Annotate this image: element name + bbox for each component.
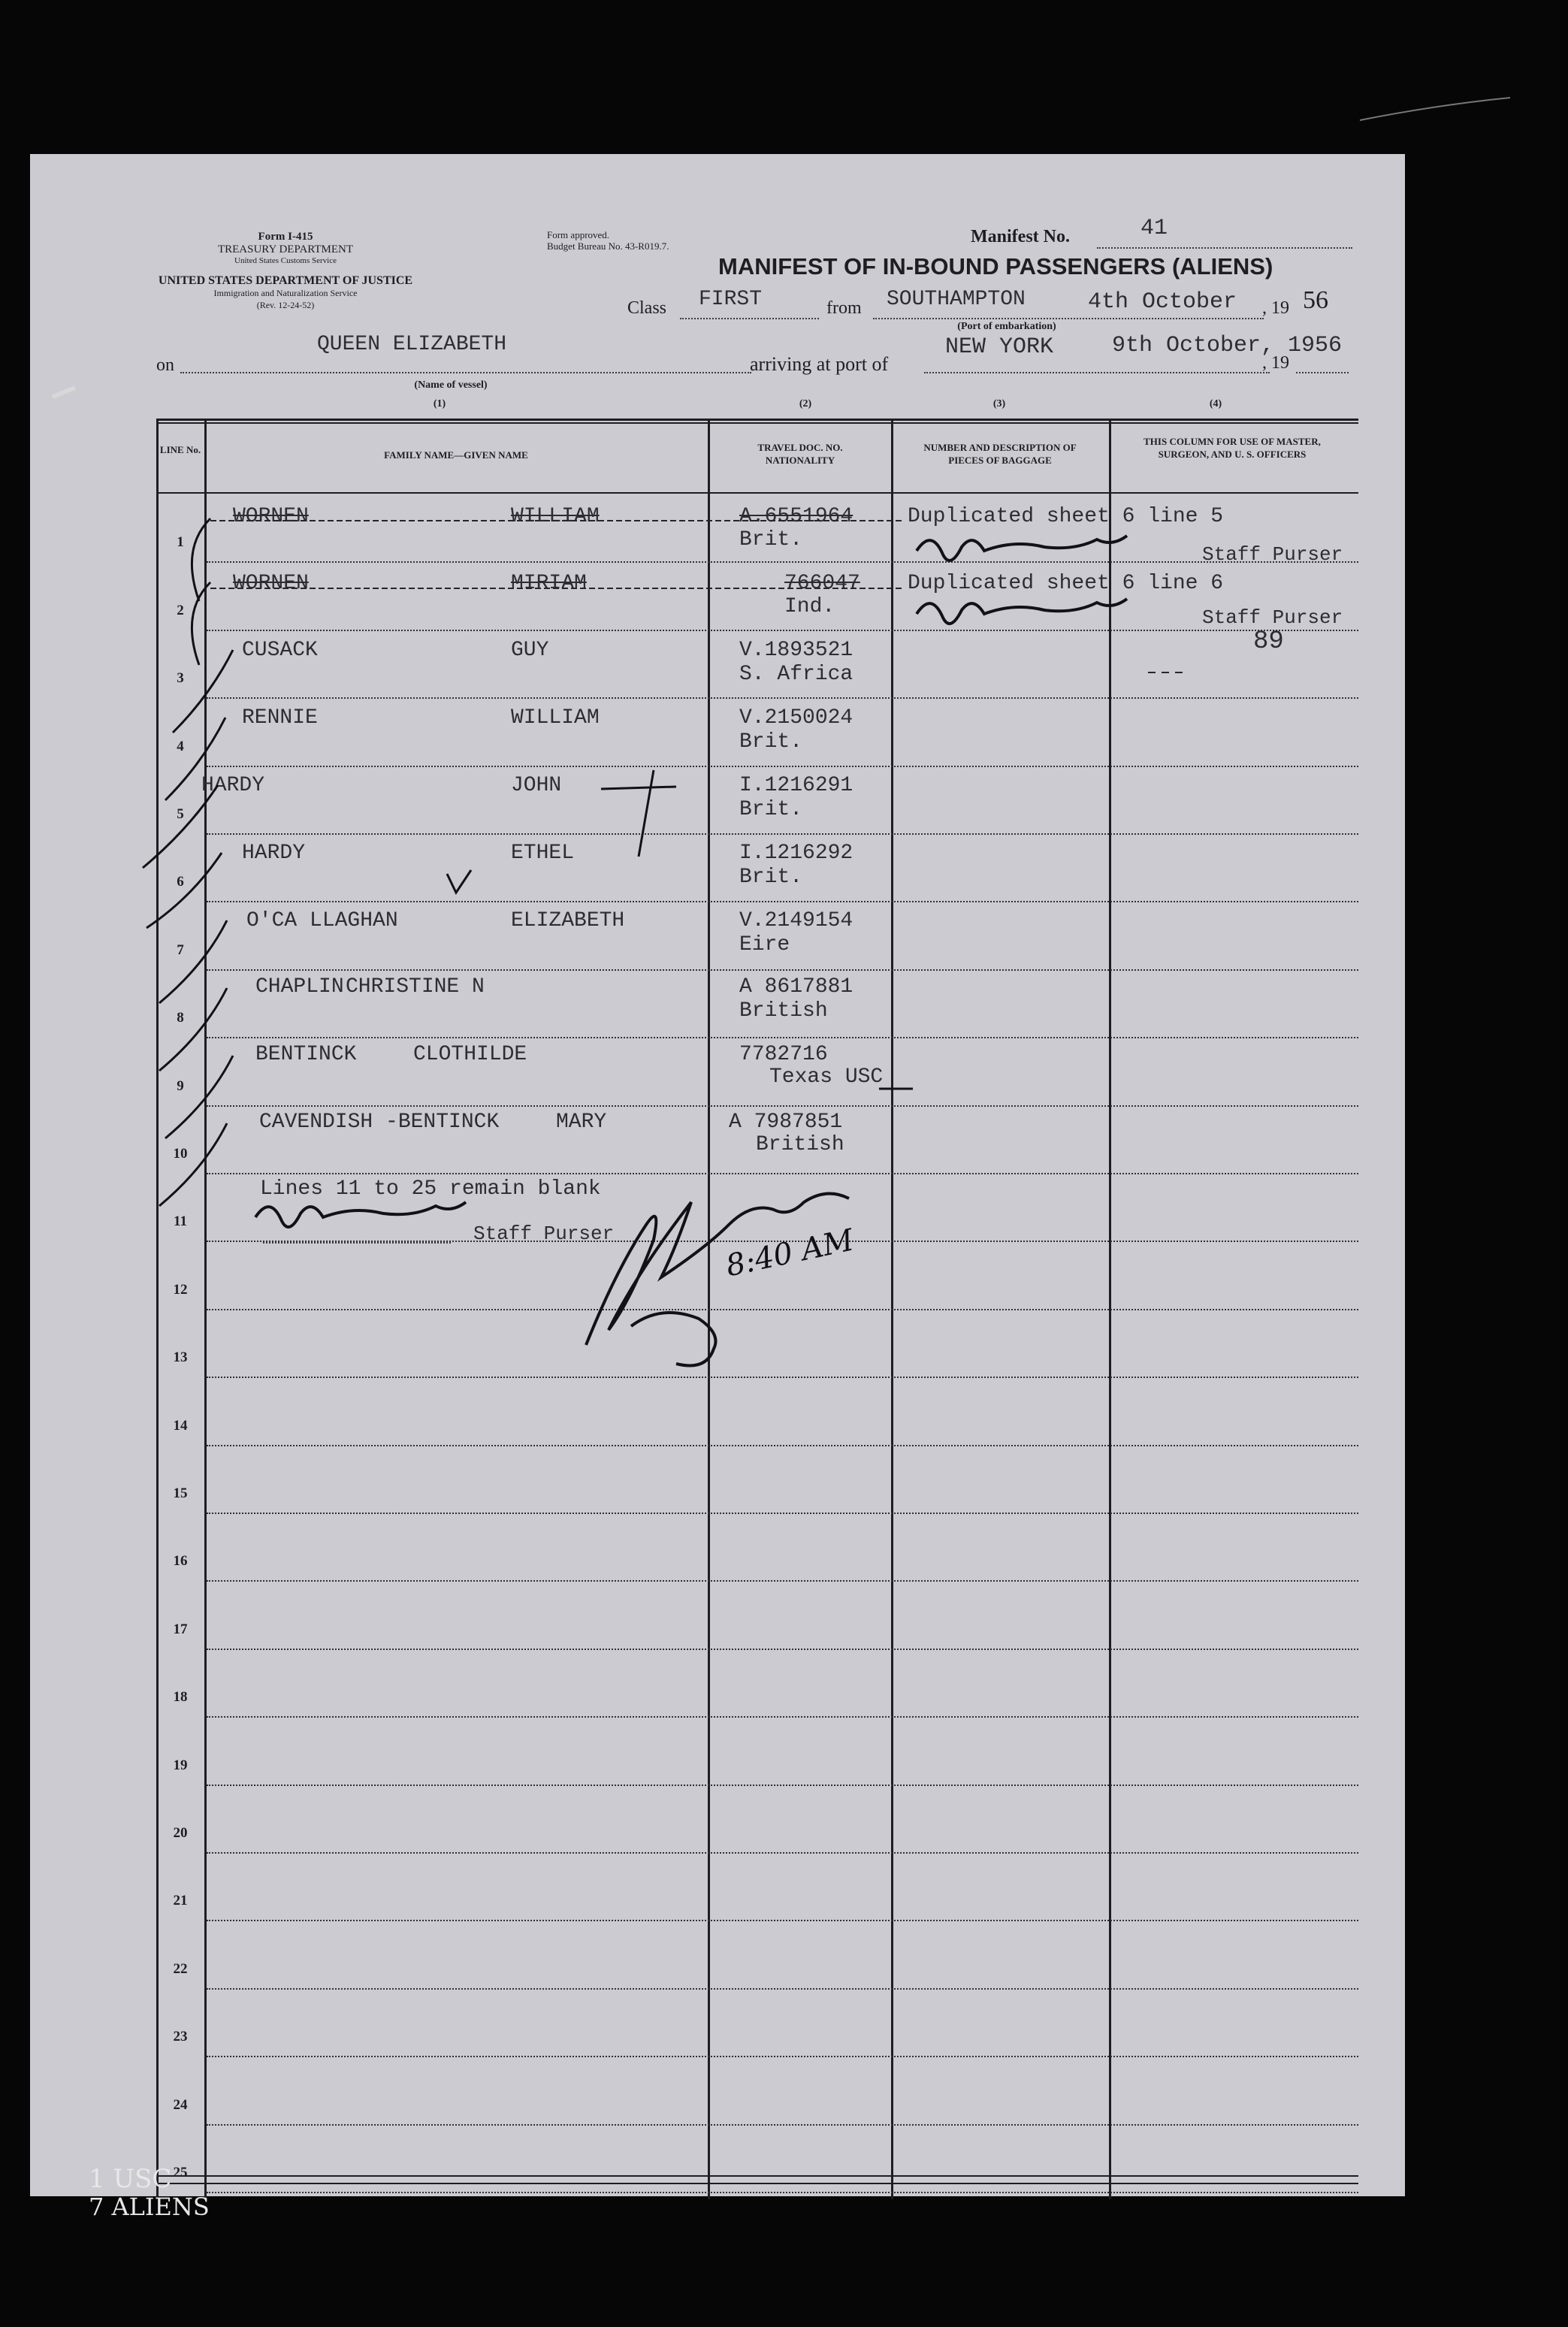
vessel-caption: (Name of vessel): [414, 379, 488, 391]
given-name: CLOTHILDE: [413, 1043, 527, 1066]
officer-note: 89: [1253, 627, 1284, 656]
arrival-port: NEW YORK: [945, 334, 1054, 360]
nationality: Brit.: [739, 798, 803, 821]
line-number: 22: [173, 1960, 188, 1977]
year-prefix: , 19: [1262, 298, 1289, 318]
line-number: 18: [173, 1689, 188, 1706]
manifest-number: 41: [1141, 216, 1168, 241]
line-number: 21: [173, 1893, 188, 1909]
line-number: 9: [177, 1077, 184, 1094]
year-suffix: , 19: [1262, 353, 1289, 373]
travel-doc: V.2150024: [739, 706, 853, 730]
given-name: JOHN: [511, 774, 562, 797]
family-name: WORNEN: [233, 572, 309, 595]
family-name: HARDY: [242, 842, 306, 865]
col-header-officers: THIS COLUMN FOR USE OF MASTER, SURGEON, AND U. S. OFFICERS: [1144, 436, 1321, 460]
family-name: O'CA LLAGHAN: [246, 909, 398, 932]
blank-lines-note: Lines 11 to 25 remain blank: [260, 1177, 601, 1201]
col-num-4: (4): [1209, 398, 1222, 409]
line-number: 2: [177, 602, 184, 618]
given-name: WILLIAM: [511, 505, 600, 528]
line-number: 10: [173, 1146, 188, 1162]
line-number: 3: [177, 670, 184, 687]
nationality: Brit.: [739, 730, 803, 754]
revision-date: (Rev. 12-24-52): [256, 300, 315, 310]
arriving-label: arriving at port of: [750, 353, 889, 375]
embark-port: SOUTHAMPTON: [887, 288, 1026, 311]
class-value: FIRST: [699, 288, 763, 311]
line-number: 7: [177, 941, 184, 958]
ins-service: Immigration and Naturalization Service: [213, 288, 358, 298]
manifest-title: MANIFEST OF IN-BOUND PASSENGERS (ALIENS): [718, 253, 1273, 280]
form-number: Form I-415: [258, 231, 313, 243]
col-header-line: LINE No.: [159, 444, 201, 455]
vessel-name: QUEEN ELIZABETH: [317, 333, 507, 356]
treasury-dept: TREASURY DEPARTMENT: [217, 243, 354, 255]
travel-doc: I.1216292: [739, 842, 853, 865]
col-header-doc: TRAVEL DOC. NO. NATIONALITY: [757, 442, 843, 466]
blank-signer-title: Staff Purser: [473, 1222, 615, 1245]
nationality: S. Africa: [739, 663, 853, 686]
line-number: 13: [173, 1349, 188, 1366]
col-num-2: (2): [799, 398, 812, 409]
family-name: CAVENDISH -BENTINCK: [259, 1111, 500, 1134]
family-name: RENNIE: [242, 706, 318, 730]
nationality: Eire: [739, 933, 790, 956]
departure-year: 56: [1303, 286, 1328, 314]
family-name: BENTINCK: [255, 1043, 357, 1066]
arrival-date: 9th October, 1956: [1112, 333, 1343, 358]
nationality: Texas USC: [769, 1065, 884, 1089]
nationality: British: [756, 1133, 844, 1156]
form-approved: Form approved.: [547, 229, 610, 240]
line-number: 23: [173, 2029, 188, 2045]
customs-service: United States Customs Service: [234, 256, 337, 265]
travel-doc: A.6551964: [739, 505, 853, 528]
line-number: 14: [173, 1417, 188, 1434]
travel-doc: 766047: [784, 572, 860, 595]
given-name: GUY: [511, 639, 549, 662]
line-number: 15: [173, 1485, 188, 1501]
line-number: 5: [177, 806, 184, 822]
line-number: 19: [173, 1757, 188, 1773]
officer-note: Staff Purser: [1202, 606, 1343, 629]
manifest-no-label: Manifest No.: [971, 227, 1070, 246]
departure-date: 4th October: [1088, 289, 1237, 315]
nationality: Brit.: [739, 528, 803, 552]
col-num-3: (3): [992, 398, 1006, 409]
travel-doc: A 8617881: [739, 975, 853, 999]
inspector-time: 8:40 AM: [723, 1222, 857, 1284]
line-number: 6: [177, 874, 184, 890]
family-name: CHAPLIN: [255, 975, 344, 999]
line-number: 25: [173, 2165, 188, 2180]
officer-note: Staff Purser: [1202, 543, 1343, 566]
from-label: from: [826, 298, 862, 318]
margin-note-usc: 1 USC: [89, 2164, 172, 2194]
col-num-1: (1): [433, 398, 446, 409]
nationality: Brit.: [739, 866, 803, 889]
given-name: CHRISTINE N: [346, 975, 485, 999]
class-label: Class: [627, 298, 667, 318]
given-name: ELIZABETH: [511, 909, 625, 932]
line-number: 1: [177, 534, 184, 551]
line-number: 4: [177, 738, 184, 754]
port-embark-caption: (Port of embarkation): [957, 321, 1056, 332]
given-name: MIRIAM: [511, 572, 587, 595]
family-name: CUSACK: [242, 639, 318, 662]
travel-doc: V.1893521: [739, 639, 853, 662]
line-number: 11: [174, 1213, 187, 1230]
margin-note-aliens: 7 ALIENS: [89, 2193, 210, 2221]
given-name: MARY: [556, 1111, 607, 1134]
line-number: 16: [173, 1553, 188, 1570]
col-header-baggage: NUMBER AND DESCRIPTION OF PIECES OF BAGGAGE: [923, 442, 1077, 466]
travel-doc: I.1216291: [739, 774, 853, 797]
family-name: WORNEN: [233, 505, 309, 528]
justice-dept: UNITED STATES DEPARTMENT OF JUSTICE: [158, 274, 413, 287]
baggage-note: Duplicated sheet 6 line 6: [908, 572, 1224, 595]
nationality: Ind.: [784, 595, 835, 618]
given-name: ETHEL: [511, 842, 575, 865]
budget-bureau: Budget Bureau No. 43-R019.7.: [547, 240, 669, 252]
line-number: 12: [173, 1281, 188, 1298]
given-name: WILLIAM: [511, 706, 600, 730]
line-number: 24: [173, 2096, 188, 2113]
line-number: 8: [177, 1010, 184, 1026]
family-name: HARDY: [201, 774, 265, 797]
col-header-name: FAMILY NAME—GIVEN NAME: [384, 449, 528, 461]
on-label: on: [156, 355, 174, 375]
travel-doc: A 7987851: [729, 1111, 843, 1134]
travel-doc: V.2149154: [739, 909, 853, 932]
travel-doc: 7782716: [739, 1043, 828, 1066]
baggage-note: Duplicated sheet 6 line 5: [908, 505, 1224, 528]
nationality: British: [739, 999, 828, 1023]
line-number: 17: [173, 1621, 188, 1637]
line-number: 20: [173, 1825, 188, 1841]
